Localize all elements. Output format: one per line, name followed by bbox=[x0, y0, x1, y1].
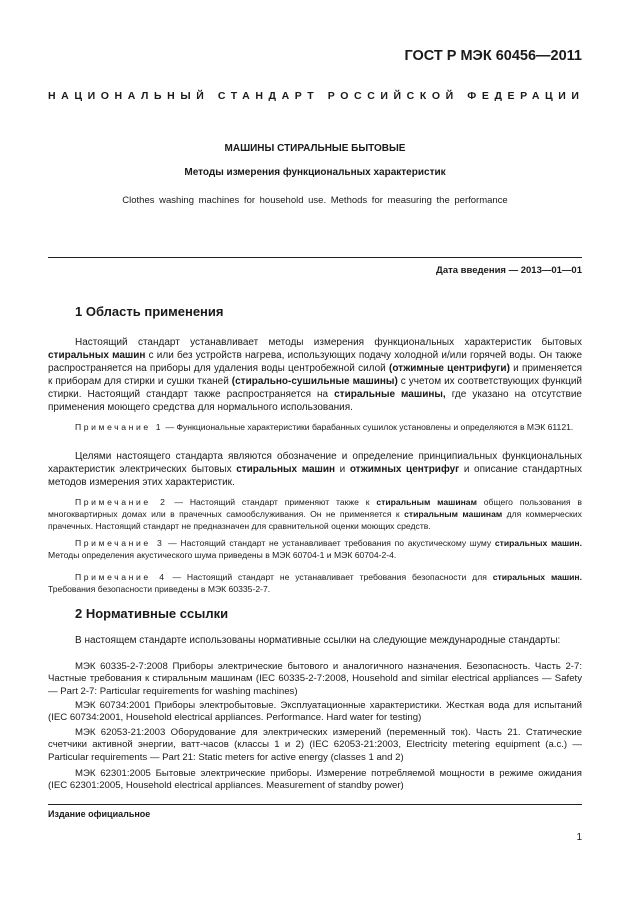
section-1-heading: 1 Область применения bbox=[75, 304, 224, 319]
official-edition-label: Издание официальное bbox=[48, 809, 151, 819]
english-title: Clothes washing machines for household use. Methods for measuring the performance bbox=[122, 195, 508, 206]
section-2-heading: 2 Нормативные ссылки bbox=[75, 606, 229, 621]
note-3: Примечание 3 — Настоящий стандарт не устанавливает требования по акустическому шуму стиральных машин. Методы определения акустического шума приведены в МЭК 60704-1 и МЭК 60704-2-4. bbox=[48, 538, 582, 560]
note-1: Примечание 1 — Функциональные характеристики барабанных сушилок установлены и определяются в МЭК 61121. bbox=[75, 422, 574, 432]
normative-reference: МЭК 60335-2-7:2008 Приборы электрические бытового и аналогичного назначения. Безопасность. Часть 2-7: Частные требования к стиральным машинам (IEC 60335-2-7:2008, Household and similar electrical appliances — Safety — Part 2-7: Particular requirements for washing machines) bbox=[48, 661, 582, 697]
document-subtitle: Методы измерения функциональных характеристик bbox=[184, 167, 446, 178]
section-2-intro: В настоящем стандарте использованы нормативные ссылки на следующие международные стандарты: bbox=[75, 635, 561, 646]
note-2: Примечание 2 — Настоящий стандарт применяют также к стиральным машинам общего пользования в многоквартирных домах или в прачечных самообслуживания. Он не применяется к стиральным машинам для коммерческих прачечных. Настоящий стандарт не предназначен для сравнительной оценки моющих средств. bbox=[48, 497, 582, 531]
document-title: МАШИНЫ СТИРАЛЬНЫЕ БЫТОВЫЕ bbox=[224, 143, 406, 154]
standard-code: ГОСТ Р МЭК 60456—2011 bbox=[404, 48, 582, 64]
normative-reference: МЭК 62301:2005 Бытовые электрические приборы. Измерение потребляемой мощности в режиме ожидания (IEC 62301:2005, Household electrical appliances. Measurement of standby power) bbox=[48, 768, 582, 792]
effective-date: Дата введения — 2013—01—01 bbox=[436, 265, 582, 276]
section-1-paragraph-2: Целями настоящего стандарта являются обозначение и определение принципиальных функциональных характеристик электрических бытовых стиральных машин и отжимных центрифуг и описание стандартных методов измерения этих характеристик. bbox=[48, 451, 582, 488]
footer-divider bbox=[48, 804, 582, 805]
header-divider bbox=[48, 257, 582, 258]
note-4: Примечание 4 — Настоящий стандарт не устанавливает требования безопасности для стиральных машин. Требования безопасности приведены в МЭК 60335-2-7. bbox=[48, 572, 582, 594]
page-number: 1 bbox=[576, 832, 582, 843]
national-standard-banner: НАЦИОНАЛЬНЫЙ СТАНДАРТ РОССИЙСКОЙ ФЕДЕРАЦИИ bbox=[48, 90, 585, 102]
normative-reference: МЭК 60734:2001 Приборы электробытовые. Эксплуатационные характеристики. Жесткая вода для испытаний (IEC 60734:2001, Household electrical appliances. Performance. Hard water for testing) bbox=[48, 700, 582, 724]
normative-reference: МЭК 62053-21:2003 Оборудование для электрических измерений (переменный ток). Часть 21. Статические счетчики активной энергии, ватт-часов (классы 1 и 2) (IEC 62053-21:2003, Electricity metering equipment (a.c.) — Particular requirements — Part 21: Static meters for active energy (classes 1 and 2) bbox=[48, 727, 582, 763]
section-1-paragraph-1: Настоящий стандарт устанавливает методы измерения функциональных характеристик бытовых стиральных машин с или без устройств нагрева, использующих подачу холодной и/или горячей воды. Он также распространяется на приборы для удаления воды центробежной силой (отжимные центрифуги) и применяется к приборам для стирки и сушки тканей (стирально-сушильные машины) с учетом их соответствующих функций стирки. Настоящий стандарт также распространяется на стиральные машины, где указано на отсутствие применения моющего средства для нормального использования. bbox=[48, 337, 582, 413]
